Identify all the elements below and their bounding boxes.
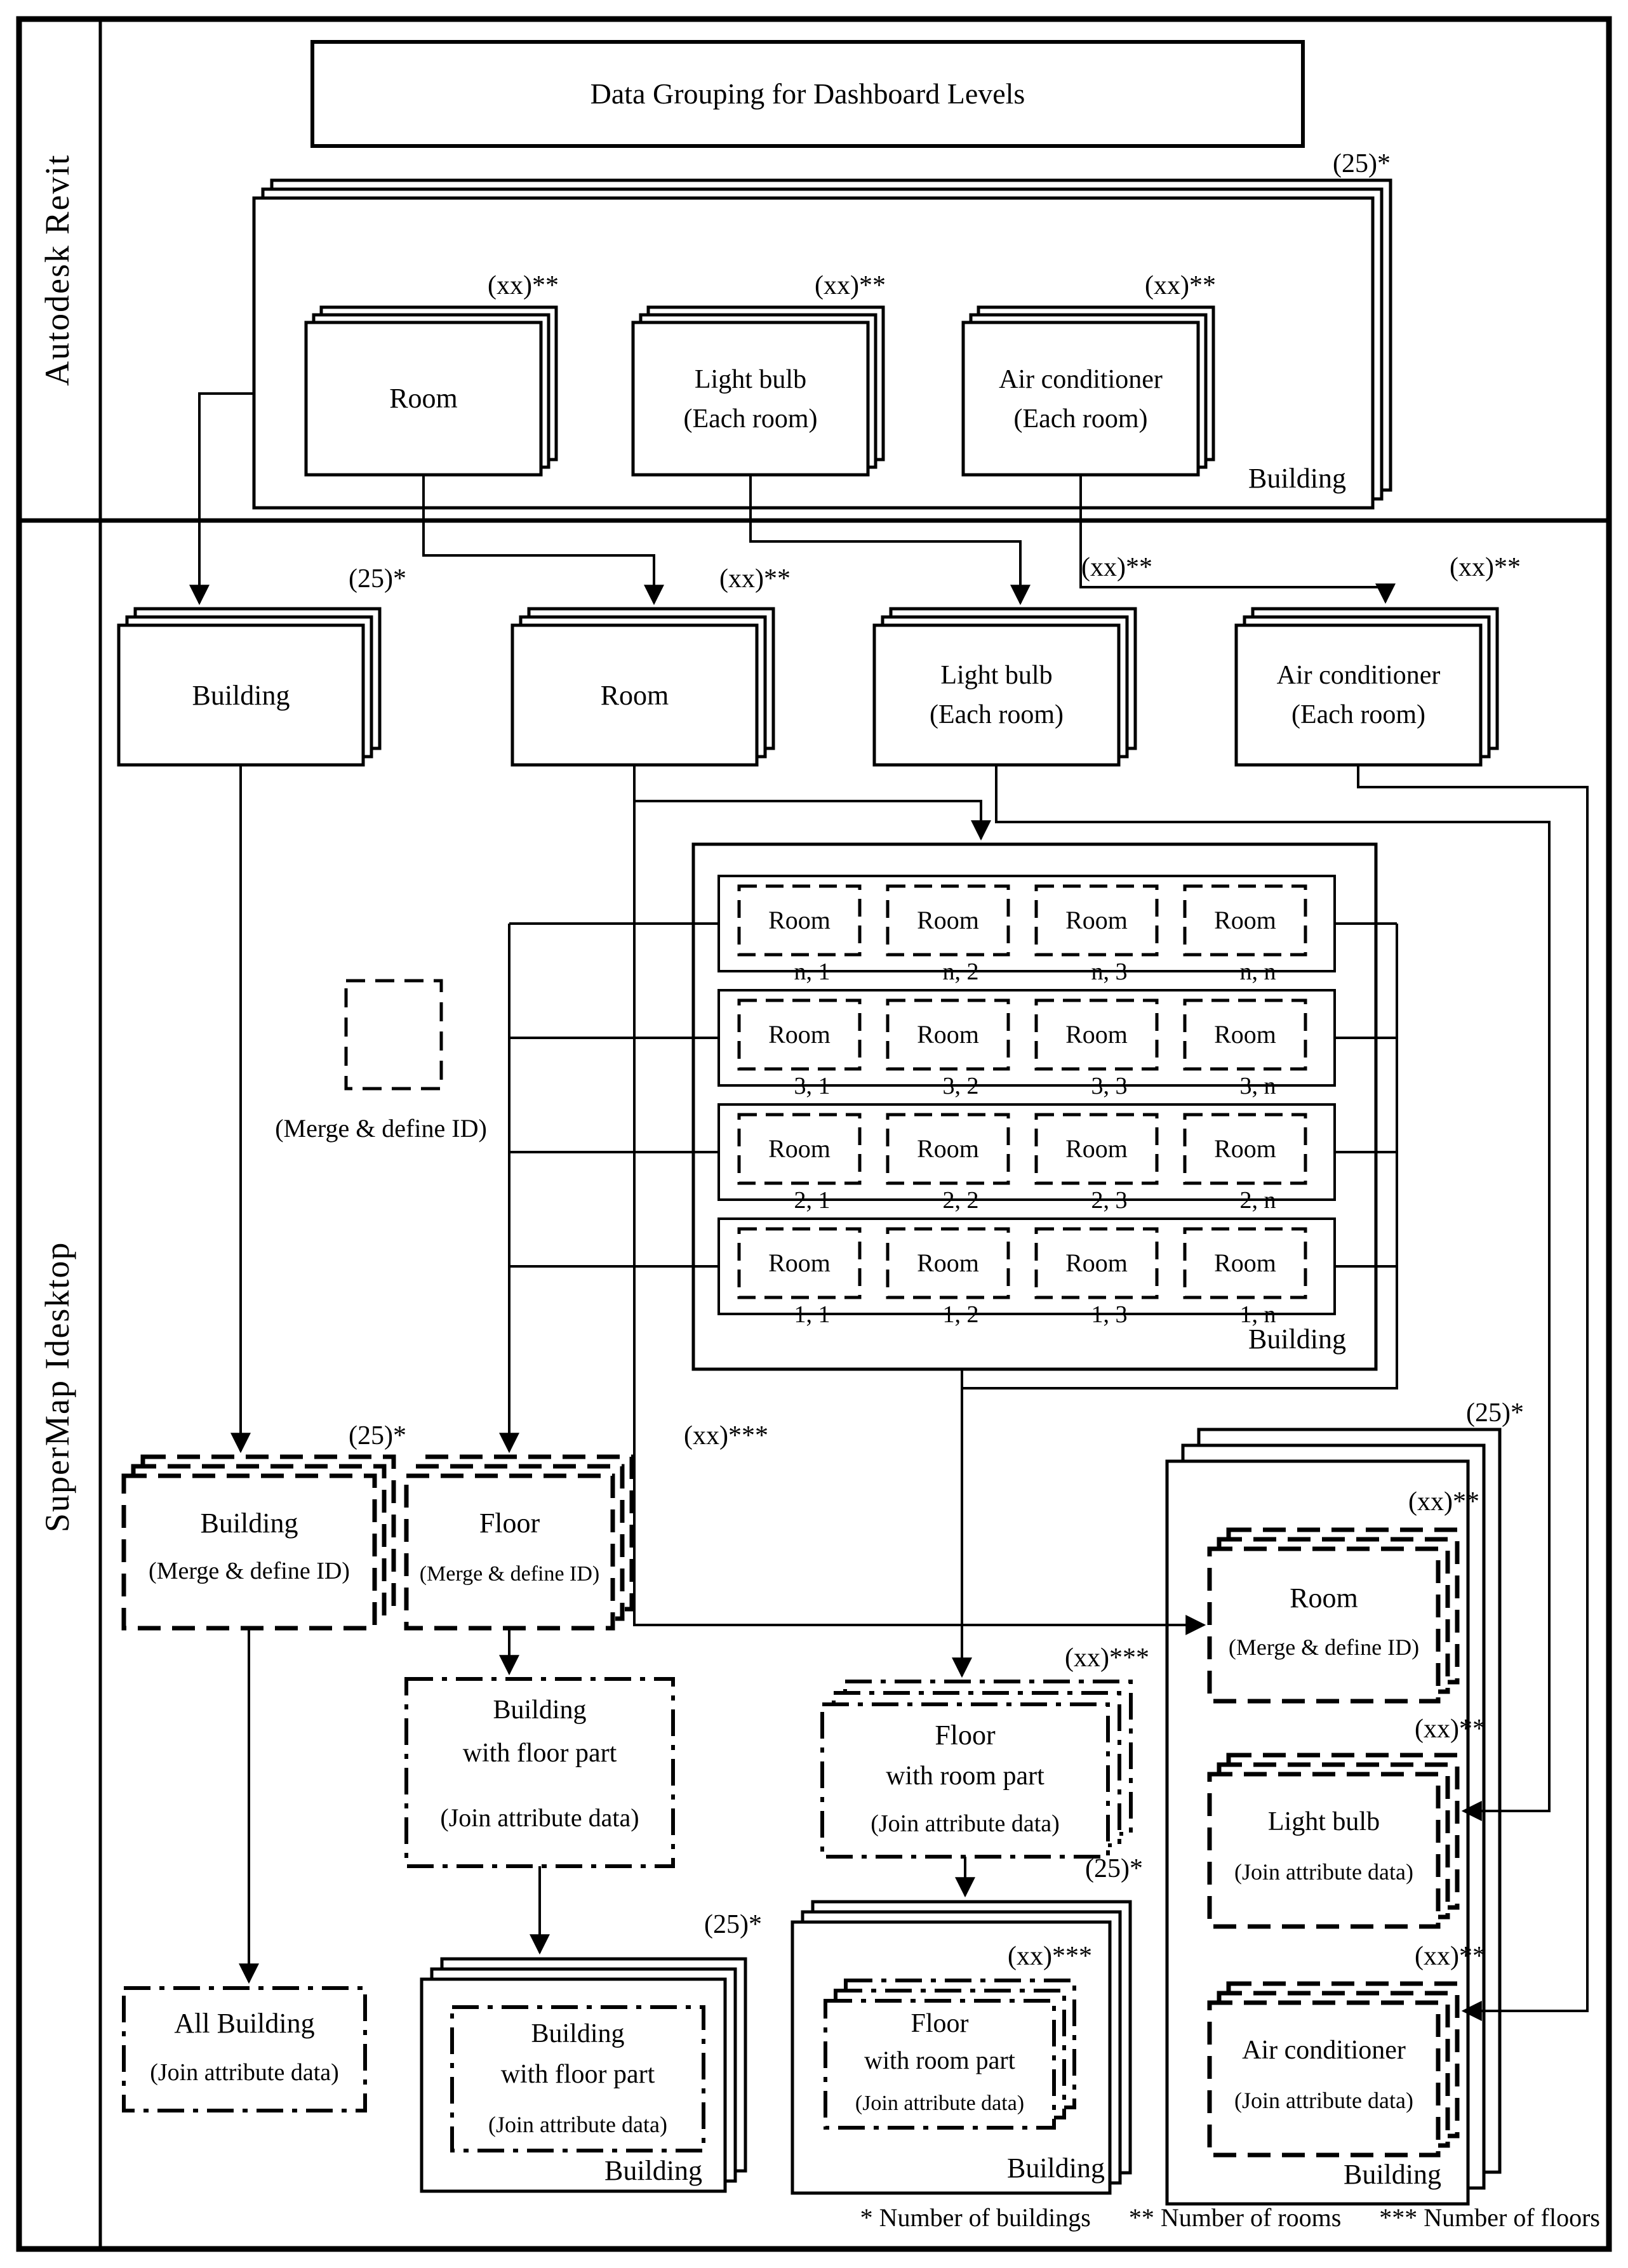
revit-lightbulb-label: Light bulb (694, 365, 807, 394)
revit-ac-stack-front (963, 322, 1198, 475)
count-label: (xx)** (1450, 553, 1521, 582)
lane-label-supermap-idesktop: SuperMap Idesktop (38, 1241, 76, 1533)
grid-cell-index: 1, 2 (942, 1301, 979, 1328)
grid-cell-index: 1, 1 (794, 1301, 831, 1328)
building-merge-stack-front (124, 1476, 375, 1628)
grid-room-label: Room (1214, 906, 1276, 934)
footnote-floors: *** Number of floors (1379, 2203, 1600, 2232)
count-label: (xx)** (1145, 271, 1216, 300)
footnote-buildings: * Number of buildings (860, 2203, 1091, 2232)
count-label: (xx)** (815, 271, 886, 300)
lightbulb-join-stack-front (1210, 1774, 1438, 1926)
room-merge-stack-front (1210, 1549, 1438, 1701)
count-label: (25)* (349, 564, 406, 594)
bottom-middle-label: Building (531, 2019, 625, 2048)
grid-cell-index: 1, n (1239, 1301, 1276, 1328)
room-merge-label: Room (1290, 1582, 1358, 1614)
count-label: (25)* (1085, 1854, 1143, 1883)
count-label: (xx)** (488, 271, 559, 300)
grid-cell-index: 2, 1 (794, 1187, 831, 1214)
grid-cell-index: n, 1 (794, 958, 831, 985)
grid-room-label: Room (1214, 1020, 1276, 1049)
grid-room-label: Room (1065, 1134, 1128, 1163)
grid-room-label: Room (1065, 1249, 1128, 1277)
count-label: (xx)** (1408, 1487, 1479, 1516)
grid-room-label: Room (917, 1249, 979, 1277)
floor-with-room-sublabel: with room part (886, 1761, 1044, 1791)
bottom-middle-building-label: Building (604, 2155, 702, 2186)
floor-merge-sublabel: (Merge & define ID) (419, 1562, 600, 1586)
grid-cell-index: 3, n (1239, 1073, 1276, 1099)
revit-lightbulb-sublabel: (Each room) (683, 404, 818, 434)
count-label: (25)* (1333, 149, 1391, 178)
grid-room-label: Room (1214, 1134, 1276, 1163)
grid-room-label: Room (768, 906, 831, 934)
bottom-right-join-label: (Join attribute data) (855, 2092, 1025, 2115)
row2-room-label: Room (600, 680, 669, 711)
all-building-join-label: (Join attribute data) (150, 2059, 339, 2086)
grid-cell-index: 3, 1 (794, 1073, 831, 1099)
grid-building-label: Building (1248, 1323, 1346, 1355)
grid-cell-index: n, 2 (942, 958, 979, 985)
revit-lightbulb-stack-front (633, 322, 868, 475)
right-building-label: Building (1343, 2159, 1441, 2190)
row2-ac-stack-front (1236, 625, 1481, 765)
revit-building-label: Building (1248, 463, 1346, 494)
grid-room-label: Room (768, 1134, 831, 1163)
row2-lightbulb-sublabel: (Each room) (929, 700, 1064, 729)
floor-merge-label: Floor (479, 1508, 540, 1539)
floor-merge-stack-front (406, 1476, 613, 1628)
count-label: (xx)** (719, 564, 791, 594)
count-label: (xx)*** (1008, 1942, 1092, 1971)
grid-cell-index: 3, 2 (942, 1073, 979, 1099)
ac-join-sublabel: (Join attribute data) (1234, 2088, 1413, 2113)
connector-revit-to-building-row2 (199, 394, 254, 603)
count-label: (25)* (704, 1910, 762, 1939)
row2-ac-label: Air conditioner (1276, 661, 1441, 690)
bottom-right-label: Floor (911, 2009, 969, 2038)
row2-building-label: Building (192, 680, 290, 711)
ac-join-label: Air conditioner (1242, 2036, 1406, 2065)
count-label: (xx)** (1415, 1942, 1486, 1971)
building-with-floor-sublabel: with floor part (462, 1739, 617, 1768)
row2-lightbulb-stack-front (874, 625, 1119, 765)
bottom-middle-sublabel: with floor part (500, 2060, 655, 2089)
row2-lightbulb-label: Light bulb (940, 661, 1053, 690)
page-title: Data Grouping for Dashboard Levels (590, 77, 1025, 110)
building-merge-sublabel: (Merge & define ID) (149, 1558, 350, 1584)
count-label: (xx)*** (1065, 1643, 1149, 1673)
grid-cell-index: 2, 3 (1091, 1187, 1128, 1214)
grid-room-label: Room (768, 1020, 831, 1049)
bottom-right-building-label: Building (1006, 2152, 1105, 2184)
connector-room-to-grid (634, 801, 981, 839)
building-merge-label: Building (200, 1508, 298, 1539)
count-label: (25)* (1466, 1398, 1524, 1428)
floor-with-room-label: Floor (935, 1720, 996, 1751)
footnote-row (730, 2200, 1600, 2236)
grid-room-label: Room (1065, 906, 1128, 934)
room-merge-sublabel: (Merge & define ID) (1228, 1635, 1420, 1660)
count-label: (xx)*** (684, 1421, 768, 1450)
lightbulb-join-sublabel: (Join attribute data) (1234, 1859, 1413, 1885)
grid-room-label: Room (768, 1249, 831, 1277)
building-with-floor-label: Building (493, 1695, 587, 1725)
grid-cell-index: 1, 3 (1091, 1301, 1128, 1328)
grid-cell-index: 3, 3 (1091, 1073, 1128, 1099)
building-with-floor-join-label: (Join attribute data) (440, 1803, 639, 1832)
revit-room-label: Room (389, 383, 458, 414)
grid-cell-index: n, 3 (1091, 958, 1128, 985)
legend-merge-label: (Merge & define ID) (275, 1114, 487, 1143)
grid-cell-index: 2, 2 (942, 1187, 979, 1214)
count-label: (xx)** (1415, 1714, 1486, 1744)
grid-room-label: Room (917, 1134, 979, 1163)
grid-cell-index: 2, n (1239, 1187, 1276, 1214)
grid-room-label: Room (1065, 1020, 1128, 1049)
bottom-middle-join-label: (Join attribute data) (488, 2112, 667, 2137)
count-label: (xx)** (1081, 553, 1152, 582)
ac-join-stack-front (1210, 2003, 1438, 2155)
grid-room-label: Room (1214, 1249, 1276, 1277)
footnote-rooms: ** Number of rooms (1128, 2203, 1342, 2232)
legend-merge-box (346, 981, 441, 1089)
grid-cell-index: n, n (1239, 958, 1276, 985)
grid-room-label: Room (917, 906, 979, 934)
revit-ac-label: Air conditioner (999, 365, 1163, 394)
count-label: (25)* (349, 1421, 406, 1450)
grid-room-label: Room (917, 1020, 979, 1049)
bottom-right-sublabel: with room part (864, 2046, 1015, 2074)
lane-label-autodesk-revit: Autodesk Revit (38, 154, 76, 386)
revit-ac-sublabel: (Each room) (1013, 404, 1148, 434)
row2-ac-sublabel: (Each room) (1291, 700, 1426, 729)
floor-with-room-join-label: (Join attribute data) (871, 1810, 1060, 1837)
lightbulb-join-label: Light bulb (1267, 1807, 1380, 1836)
all-building-label: All Building (174, 2008, 315, 2039)
